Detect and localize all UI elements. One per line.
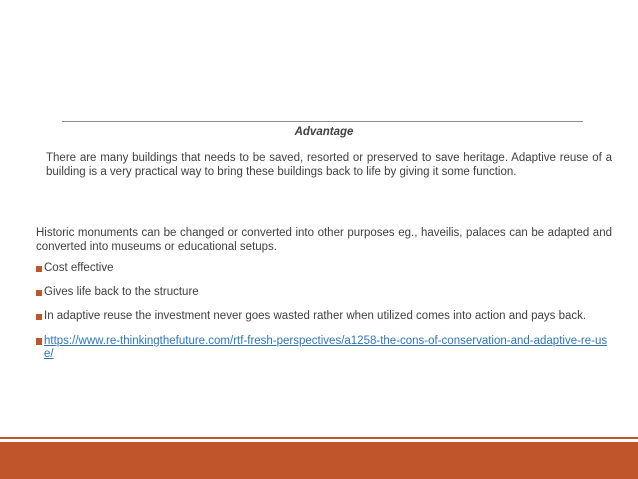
bullet-text: In adaptive reuse the investment never goes wasted rather when utilized comes into action and pays back.: [44, 310, 587, 322]
bullet-list: [36, 262, 612, 372]
footer-accent-line: [0, 437, 638, 439]
square-bullet-icon: [36, 266, 42, 273]
bullet-text: Cost effective: [44, 262, 114, 274]
body-paragraph: Historic monuments can be changed or converted into other purposes eg., haveilis, palaces can be adapted and converted into museums or educational setups.: [36, 227, 612, 253]
bullet-item: [36, 310, 612, 324]
section-heading: Advantage: [294, 126, 354, 138]
title-divider: [62, 121, 583, 122]
intro-paragraph: [46, 152, 612, 179]
footer-accent-bar: [0, 442, 638, 479]
bullet-text: Gives life back to the structure: [44, 286, 199, 298]
bullet-item: [36, 335, 612, 362]
bullet-item: [36, 262, 612, 276]
square-bullet-icon: [36, 338, 42, 345]
intro-text: There are many buildings that needs to be saved, resorted or preserved to save heritage. Adaptive reuse of a building is a very practical way to bring these buildings back to life by giving it some function.: [46, 152, 612, 178]
bullet-item: [36, 286, 612, 300]
square-bullet-icon: [36, 314, 42, 321]
reference-link[interactable]: https://www.re-thinkingthefuture.com/rtf-fresh-perspectives/a1258-the-cons-of-conservation-and-adaptive-re-use/: [44, 334, 608, 360]
square-bullet-icon: [36, 290, 42, 297]
